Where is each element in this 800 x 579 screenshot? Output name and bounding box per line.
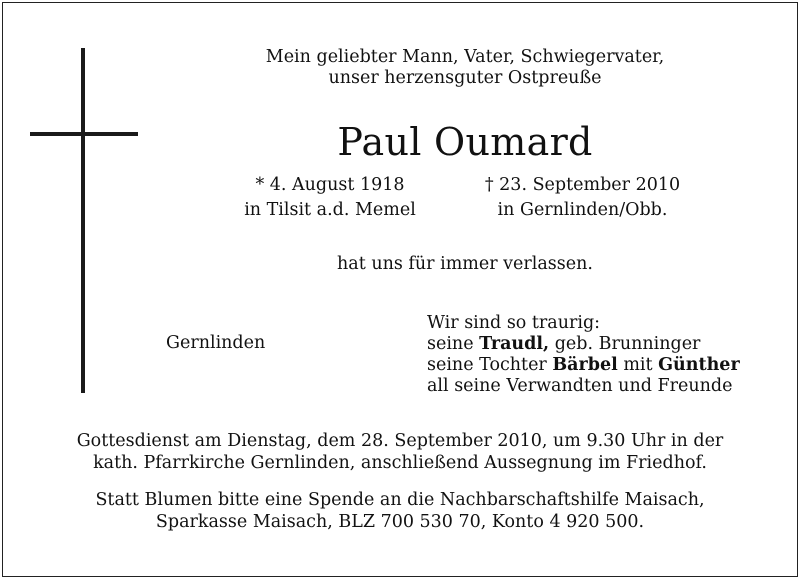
mourners-line-1: Wir sind so traurig: (427, 313, 601, 333)
cross-vertical-bar (81, 48, 85, 393)
mourner-daughter-name: Bärbel (552, 355, 618, 375)
death-place: in Gernlinden/Obb. (497, 200, 668, 220)
mourner-prefix: seine (427, 334, 480, 354)
intro-line-1: Mein geliebter Mann, Vater, Schwiegervater, (265, 47, 665, 67)
birth-info (205, 173, 455, 223)
birth-place: in Tilsit a.d. Memel (244, 200, 416, 220)
mourner-daughter-prefix: seine Tochter (427, 355, 553, 375)
service-info (20, 430, 780, 474)
death-date: † 23. September 2010 (484, 175, 681, 195)
donation-line-2: Sparkasse Maisach, BLZ 700 530 70, Konto 4 920 500. (155, 512, 645, 532)
cross-horizontal-bar (30, 132, 138, 136)
mourner-connector: mit (617, 355, 659, 375)
donation-line-1: Statt Blumen bitte eine Spende an die Nachbarschaftshilfe Maisach, (95, 490, 705, 510)
mourners-line-3 (427, 355, 740, 376)
intro-line-2: unser herzensguter Ostpreuße (328, 68, 602, 88)
location-text: Gernlinden (166, 333, 266, 353)
mourner-son-in-law-name: Günther (658, 355, 740, 375)
service-line-1: Gottesdienst am Dienstag, dem 28. September 2010, um 9.30 Uhr in der (76, 431, 724, 451)
service-line-2: kath. Pfarrkirche Gernlinden, anschließend Aussegnung im Friedhof. (93, 453, 707, 473)
death-info (450, 173, 715, 223)
mourners-line-2 (427, 334, 740, 355)
mourner-wife-name: Traudl, (479, 334, 550, 354)
birth-date: * 4. August 1918 (255, 175, 405, 195)
mourner-wife-rest: geb. Brunninger (549, 334, 701, 354)
mourners-list (427, 313, 740, 397)
intro-text (200, 47, 730, 89)
donation-info (20, 489, 780, 533)
deceased-name: Paul Oumard (337, 120, 593, 164)
mourners-line-4: all seine Verwandten und Freunde (427, 376, 733, 396)
passing-message: hat uns für immer verlassen. (337, 254, 593, 274)
